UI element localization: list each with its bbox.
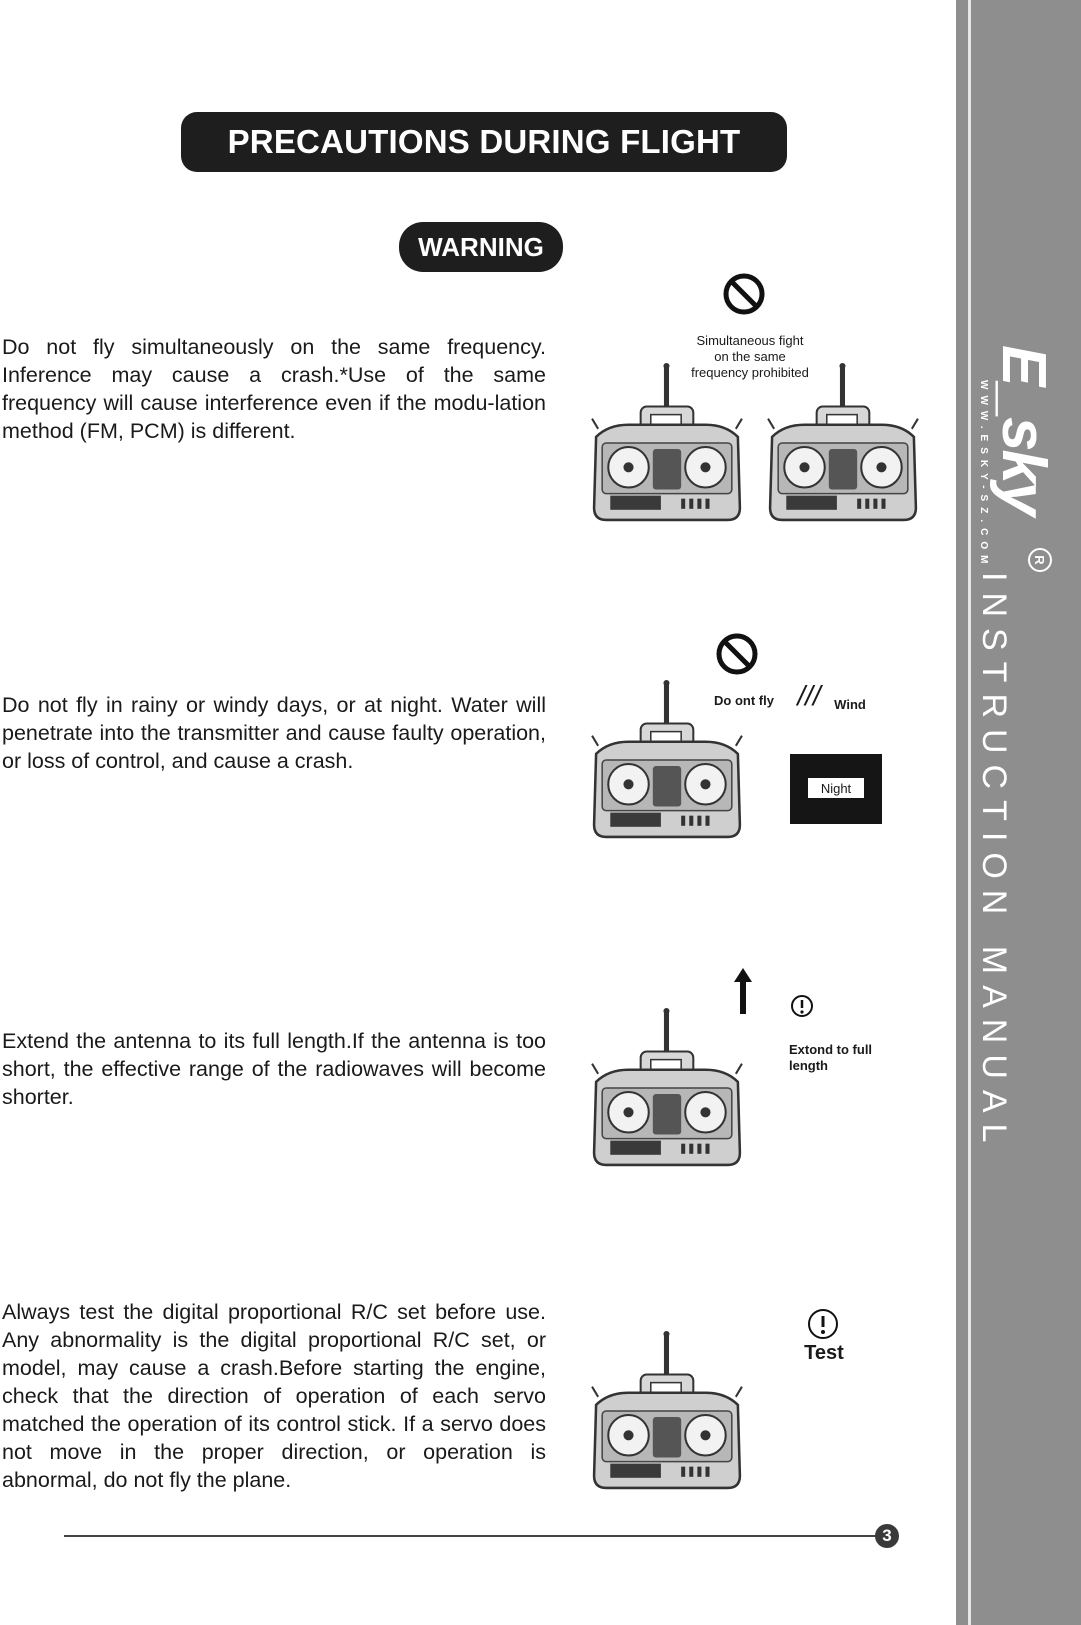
website-url: WWW.ESKY-SZ.COM	[978, 380, 989, 570]
section-weather-text: Do not fly in rainy or windy days, or at night. Water will penetrate into the transmitter and cause faulty operation, or loss of control, and cause a crash.	[2, 693, 546, 773]
do-not-fly-label: Do ont fly	[714, 693, 774, 708]
transmitter-image	[588, 1000, 748, 1180]
test-label: Test	[804, 1342, 844, 1364]
transmitter-image-left	[588, 355, 748, 535]
page-number: 3	[875, 1524, 899, 1548]
caution-icon	[807, 1308, 839, 1340]
transmitter-image	[588, 672, 748, 852]
caution-icon	[790, 994, 814, 1018]
warning-badge: WARNING	[399, 222, 563, 272]
section-antenna-text: Extend the antenna to its full length.If the antenna is too short, the effective range of the radiowaves will become shorter.	[2, 1029, 546, 1109]
section-test-text: Always test the digital proportional R/C set before use. Any abnormality is the digital proportional R/C set, or model, may cause a crash.Before starting the engine, check that the direction of operation of each servo matched the operation of its control stick. If a servo does not move in the proper direction, or operation is abnormal, do not fly the plane.	[2, 1300, 546, 1492]
night-label: Night	[808, 778, 864, 798]
brand-logo: E_sky	[989, 345, 1058, 515]
frequency-caption: Simultaneous fight on the same frequency prohibited	[691, 333, 809, 380]
transmitter-image-right	[764, 355, 924, 535]
extend-caption: Extond to full length	[789, 1042, 873, 1073]
section-frequency-text: Do not fly simultaneously on the same frequency. Inference may cause a crash.*Use of the same frequency will cause interference even if the modu-lation method (FM, PCM) is different.	[2, 335, 546, 443]
prohibited-icon	[722, 272, 768, 318]
wind-icon: ///	[797, 680, 821, 711]
footer-rule	[64, 1535, 879, 1537]
transmitter-image	[588, 1323, 748, 1503]
wind-label: Wind	[834, 697, 866, 712]
instruction-manual-label: INSTRUCTION MANUAL	[975, 572, 1013, 1154]
registered-mark: R	[1028, 548, 1052, 572]
page-title: PRECAUTIONS DURING FLIGHT	[181, 112, 787, 172]
